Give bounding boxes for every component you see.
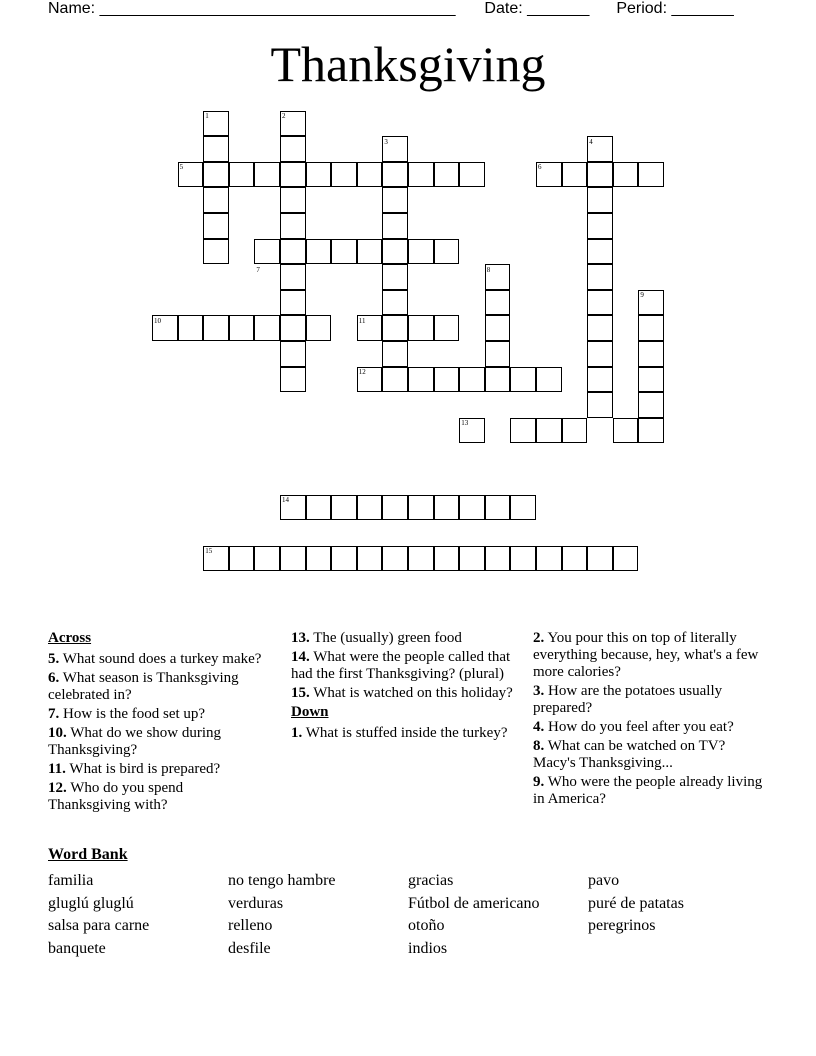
- crossword-cell[interactable]: [203, 162, 229, 188]
- clue-text: What do we show during Thanksgiving?: [48, 725, 222, 758]
- crossword-cell[interactable]: [510, 546, 536, 572]
- crossword-cell[interactable]: [229, 546, 255, 572]
- clue-number: 9.: [533, 774, 545, 790]
- clue-number-label: 14: [282, 495, 289, 504]
- crossword-cell[interactable]: [229, 162, 255, 188]
- crossword-cell[interactable]: [408, 315, 434, 341]
- crossword-cell[interactable]: [280, 290, 306, 316]
- crossword-cell[interactable]: [382, 315, 408, 341]
- clue-number: 8.: [533, 738, 545, 754]
- clue-text: The (usually) green food: [313, 630, 462, 646]
- word-bank-column-4: [588, 870, 684, 938]
- crossword-cell[interactable]: [408, 367, 434, 393]
- word-bank-item: Fútbol de americano: [408, 894, 540, 912]
- crossword-cell[interactable]: [382, 162, 408, 188]
- word-bank-item: indios: [408, 939, 448, 957]
- clue-number: 6.: [48, 670, 60, 686]
- crossword-cell[interactable]: [331, 546, 357, 572]
- clue-item: [48, 651, 263, 668]
- clue-number-label: 1: [205, 111, 209, 120]
- clue-number: 1.: [291, 725, 303, 741]
- clue-number-label: 3: [384, 137, 388, 146]
- crossword-cell[interactable]: [280, 315, 306, 341]
- word-bank-item: pavo: [588, 872, 620, 889]
- crossword-cell[interactable]: [280, 546, 306, 572]
- crossword-cell[interactable]: [382, 546, 408, 572]
- clue-number-label: 10: [154, 316, 161, 325]
- word-bank-item: relleno: [228, 917, 273, 935]
- crossword-cell[interactable]: [587, 162, 613, 188]
- crossword-cell[interactable]: [638, 418, 664, 444]
- crossword-cell[interactable]: [510, 367, 536, 393]
- crossword-cell[interactable]: [587, 341, 613, 367]
- crossword-cell[interactable]: [562, 418, 588, 444]
- crossword-cell[interactable]: [434, 546, 460, 572]
- crossword-cell[interactable]: [510, 418, 536, 444]
- crossword-cell[interactable]: [536, 546, 562, 572]
- clue-item: [48, 670, 263, 704]
- crossword-cell[interactable]: [382, 213, 408, 239]
- clue-number-label: 8: [486, 265, 491, 274]
- clues-column-1: [48, 630, 263, 816]
- clue-item: [291, 649, 519, 683]
- crossword-cell[interactable]: [459, 162, 485, 188]
- clue-number: 15.: [291, 685, 310, 701]
- crossword-cell[interactable]: [613, 418, 639, 444]
- crossword-cell[interactable]: [536, 367, 562, 393]
- crossword-cell[interactable]: [587, 546, 613, 572]
- crossword-cell[interactable]: [485, 315, 511, 341]
- clue-text: You pour this on top of literally everything because, hey, what's a few more calories?: [533, 630, 759, 680]
- clue-text: How are the potatoes usually prepared?: [533, 683, 723, 716]
- word-bank-item: gracias: [408, 872, 454, 889]
- crossword-cell[interactable]: [382, 264, 408, 290]
- crossword-cell[interactable]: [280, 341, 306, 367]
- page-title: Thanksgiving: [270, 36, 546, 92]
- clue-text: How is the food set up?: [63, 706, 206, 722]
- crossword-cell[interactable]: [280, 136, 306, 162]
- clue-number: 2.: [533, 630, 545, 646]
- crossword-cell[interactable]: [638, 162, 664, 188]
- crossword-cell[interactable]: [203, 187, 229, 213]
- word-bank-item: gluglú gluglú: [48, 894, 134, 912]
- crossword-cell[interactable]: [459, 495, 485, 521]
- clue-number: 10.: [48, 725, 67, 741]
- clue-number: 4.: [533, 719, 545, 735]
- clue-item: [48, 725, 263, 759]
- crossword-cell[interactable]: [203, 315, 229, 341]
- word-bank-column-1: [48, 870, 149, 960]
- word-bank-item: verduras: [228, 894, 284, 912]
- clue-text: Who were the people already living in America?: [533, 774, 763, 807]
- crossword-cell[interactable]: [408, 546, 434, 572]
- clue-text: Who do you spend Thanksgiving with?: [48, 780, 184, 813]
- clue-number-label: 12: [358, 367, 366, 376]
- crossword-cell[interactable]: [459, 546, 485, 572]
- clue-number-label: 13: [461, 419, 469, 428]
- crossword-cell[interactable]: [587, 187, 613, 213]
- crossword-cell[interactable]: [587, 239, 613, 265]
- crossword-cell[interactable]: [510, 495, 536, 521]
- clue-item: [533, 738, 768, 772]
- crossword-cell[interactable]: [280, 367, 306, 393]
- crossword-cell[interactable]: [382, 187, 408, 213]
- clue-number-label: 11: [358, 316, 366, 325]
- word-bank-item: puré de patatas: [588, 894, 684, 912]
- crossword-cell[interactable]: [382, 367, 408, 393]
- word-bank-item: otoño: [408, 917, 445, 935]
- crossword-cell[interactable]: [638, 392, 664, 418]
- clues-column-3: [533, 630, 768, 810]
- crossword-cell[interactable]: [331, 495, 357, 521]
- period-field-label: Period: _______: [616, 0, 734, 17]
- crossword-cell[interactable]: [485, 495, 511, 521]
- crossword-cell[interactable]: [434, 315, 460, 341]
- crossword-cell[interactable]: [382, 290, 408, 316]
- word-bank-item: peregrinos: [588, 917, 656, 935]
- crossword-cell[interactable]: [434, 239, 460, 265]
- crossword-cell[interactable]: [587, 213, 613, 239]
- clue-number: 11.: [48, 761, 66, 777]
- crossword-cell[interactable]: [459, 367, 485, 393]
- crossword-cell[interactable]: [638, 341, 664, 367]
- crossword-cell[interactable]: [254, 162, 280, 188]
- name-field-label: Name: ________________________________________: [48, 0, 456, 17]
- clue-number-label: 6: [538, 163, 542, 172]
- crossword-cell[interactable]: [382, 495, 408, 521]
- clue-text: What were the people called that had the first Thanksgiving? (plural): [291, 649, 511, 682]
- clue-item: [48, 780, 263, 814]
- clue-item: [48, 761, 263, 778]
- clue-item: [533, 683, 768, 717]
- clue-item: [533, 630, 768, 681]
- crossword-cell[interactable]: [613, 546, 639, 572]
- crossword-cell[interactable]: [536, 418, 562, 444]
- crossword-cell[interactable]: [254, 315, 280, 341]
- word-bank-item: salsa para carne: [48, 917, 150, 935]
- clue-number: 5.: [48, 651, 60, 667]
- crossword-cell[interactable]: [331, 162, 357, 188]
- clue-text: What can be watched on TV? Macy's Thanksgiving...: [533, 738, 726, 771]
- clue-item: [533, 774, 768, 808]
- clue-item: [291, 630, 519, 647]
- crossword-cell[interactable]: [306, 315, 332, 341]
- crossword-cell[interactable]: [587, 290, 613, 316]
- crossword-cell[interactable]: [587, 392, 613, 418]
- clue-number-label: 15: [205, 547, 213, 556]
- clue-item: [291, 725, 519, 742]
- word-bank-item: no tengo hambre: [228, 872, 336, 889]
- crossword-cell[interactable]: [331, 239, 357, 265]
- crossword-cell[interactable]: [203, 136, 229, 162]
- word-bank-item: banquete: [48, 939, 106, 957]
- crossword-cell[interactable]: [408, 239, 434, 265]
- crossword-cell[interactable]: [280, 213, 306, 239]
- crossword-cell[interactable]: [408, 495, 434, 521]
- clues-column-2: [291, 630, 519, 744]
- crossword-cell[interactable]: [434, 495, 460, 521]
- crossword-cell[interactable]: [485, 341, 511, 367]
- clue-number-label: 7: [256, 265, 260, 274]
- clue-number-label: 4: [589, 137, 593, 146]
- word-bank-title: Word Bank: [48, 846, 128, 863]
- clue-item: [291, 685, 519, 702]
- clue-number-label: 9: [640, 291, 644, 300]
- crossword-cell[interactable]: [638, 367, 664, 393]
- crossword-cell[interactable]: [280, 264, 306, 290]
- crossword-cell[interactable]: [229, 315, 255, 341]
- clue-number: 14.: [291, 649, 310, 665]
- crossword-cell[interactable]: [357, 495, 383, 521]
- crossword-cell[interactable]: [306, 495, 332, 521]
- crossword-cell[interactable]: [485, 367, 511, 393]
- crossword-cell[interactable]: [562, 162, 588, 188]
- clue-item: [533, 719, 768, 736]
- crossword-cell[interactable]: [587, 367, 613, 393]
- down-heading: Down: [291, 704, 329, 720]
- clue-text: What is stuffed inside the turkey?: [305, 725, 508, 741]
- crossword-cell[interactable]: [306, 162, 332, 188]
- crossword-cell[interactable]: [434, 162, 460, 188]
- crossword-cell[interactable]: [587, 264, 613, 290]
- crossword-cell[interactable]: [434, 367, 460, 393]
- crossword-cell[interactable]: [280, 187, 306, 213]
- date-field-label: Date: _______: [484, 0, 590, 17]
- clue-text: What is bird is prepared?: [69, 761, 221, 777]
- clue-number: 3.: [533, 683, 545, 699]
- crossword-cell[interactable]: [178, 315, 204, 341]
- across-heading: Across: [48, 630, 92, 646]
- crossword-cell[interactable]: [306, 239, 332, 265]
- crossword-cell[interactable]: [613, 162, 639, 188]
- clue-number: 13.: [291, 630, 310, 646]
- crossword-cell[interactable]: [587, 315, 613, 341]
- clue-number: 12.: [48, 780, 67, 796]
- crossword-cell[interactable]: [254, 546, 280, 572]
- clue-number-label: 2: [282, 111, 286, 120]
- clue-number-label: 5: [179, 163, 184, 172]
- word-bank-item: desfile: [228, 939, 271, 957]
- crossword-cell[interactable]: [382, 239, 408, 265]
- crossword-cell[interactable]: [562, 546, 588, 572]
- clue-text: What is watched on this holiday?: [313, 685, 513, 701]
- crossword-cell[interactable]: [408, 162, 434, 188]
- crossword-cell[interactable]: [357, 162, 383, 188]
- clue-number: 7.: [48, 706, 60, 722]
- crossword-cell[interactable]: [357, 546, 383, 572]
- crossword-cell[interactable]: [203, 213, 229, 239]
- crossword-cell[interactable]: [638, 315, 664, 341]
- crossword-cell[interactable]: [280, 162, 306, 188]
- crossword-cell[interactable]: [382, 341, 408, 367]
- crossword-cell[interactable]: [203, 239, 229, 265]
- clue-text: What sound does a turkey make?: [62, 651, 262, 667]
- clue-item: [48, 706, 263, 723]
- crossword-cell[interactable]: [357, 239, 383, 265]
- word-bank-column-3: [408, 870, 540, 960]
- crossword-cell[interactable]: [280, 239, 306, 265]
- crossword-cell[interactable]: [254, 239, 280, 265]
- word-bank-item: familia: [48, 872, 94, 889]
- word-bank-column-2: [228, 870, 336, 960]
- clue-text: What season is Thanksgiving celebrated in?: [48, 670, 239, 703]
- crossword-cell[interactable]: [485, 290, 511, 316]
- crossword-cell[interactable]: [485, 546, 511, 572]
- crossword-cell[interactable]: [306, 546, 332, 572]
- clue-text: How do you feel after you eat?: [548, 719, 734, 735]
